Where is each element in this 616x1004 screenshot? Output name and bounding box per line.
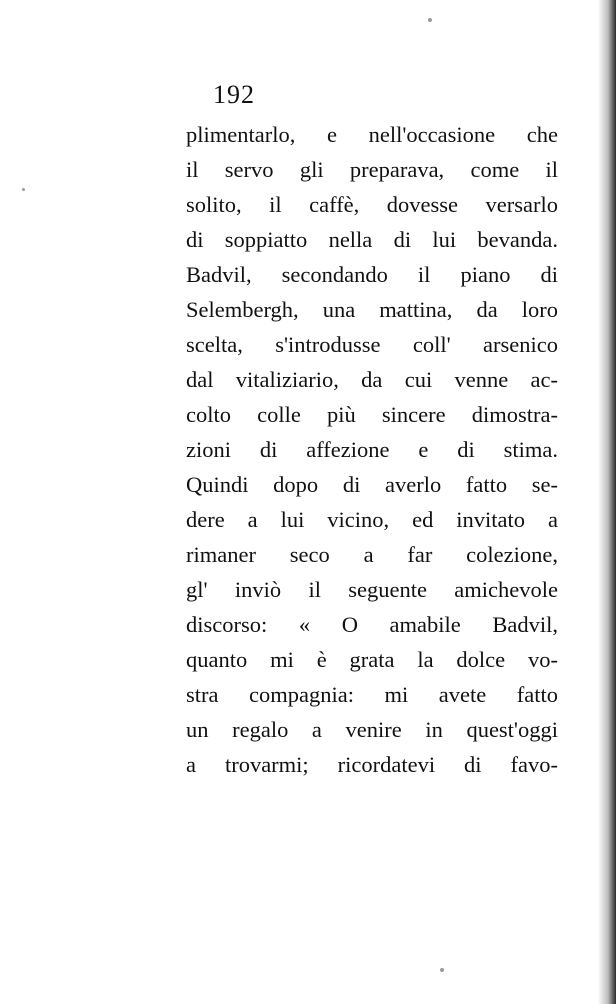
body-text	[186, 117, 558, 782]
text-line: scelta, s'introdusse coll' arsenico	[186, 332, 558, 357]
text-line: gl' inviò il seguente amichevole	[186, 577, 558, 602]
text-line: dere a lui vicino, ed invitato a	[186, 507, 558, 532]
text-line: di soppiatto nella di lui bevanda.	[186, 227, 558, 252]
text-line: stra compagnia: mi avete fatto	[186, 682, 558, 707]
page-edge-shadow	[598, 0, 616, 1004]
text-line: un regalo a venire in quest'oggi	[186, 717, 558, 742]
paper-speck	[22, 188, 25, 191]
text-line: discorso: « O amabile Badvil,	[186, 612, 558, 637]
paper-speck	[440, 968, 444, 972]
text-line: il servo gli preparava, come il	[186, 157, 558, 182]
text-line: plimentarlo, e nell'occasione che	[186, 122, 558, 147]
text-line: a trovarmi; ricordatevi di favo-	[186, 752, 558, 777]
text-line: zioni di affezione e di stima.	[186, 437, 558, 462]
text-line: colto colle più sincere dimostra-	[186, 402, 558, 427]
page-number: 192	[213, 80, 255, 109]
text-line: Selembergh, una mattina, da loro	[186, 297, 558, 322]
paper-speck	[428, 18, 432, 22]
text-line: dal vitaliziario, da cui venne ac-	[186, 367, 558, 392]
text-line: solito, il caffè, dovesse versarlo	[186, 192, 558, 217]
text-line: rimaner seco a far colezione,	[186, 542, 558, 567]
text-line: quanto mi è grata la dolce vo-	[186, 647, 558, 672]
text-line: Quindi dopo di averlo fatto se-	[186, 472, 558, 497]
text-line: Badvil, secondando il piano di	[186, 262, 558, 287]
